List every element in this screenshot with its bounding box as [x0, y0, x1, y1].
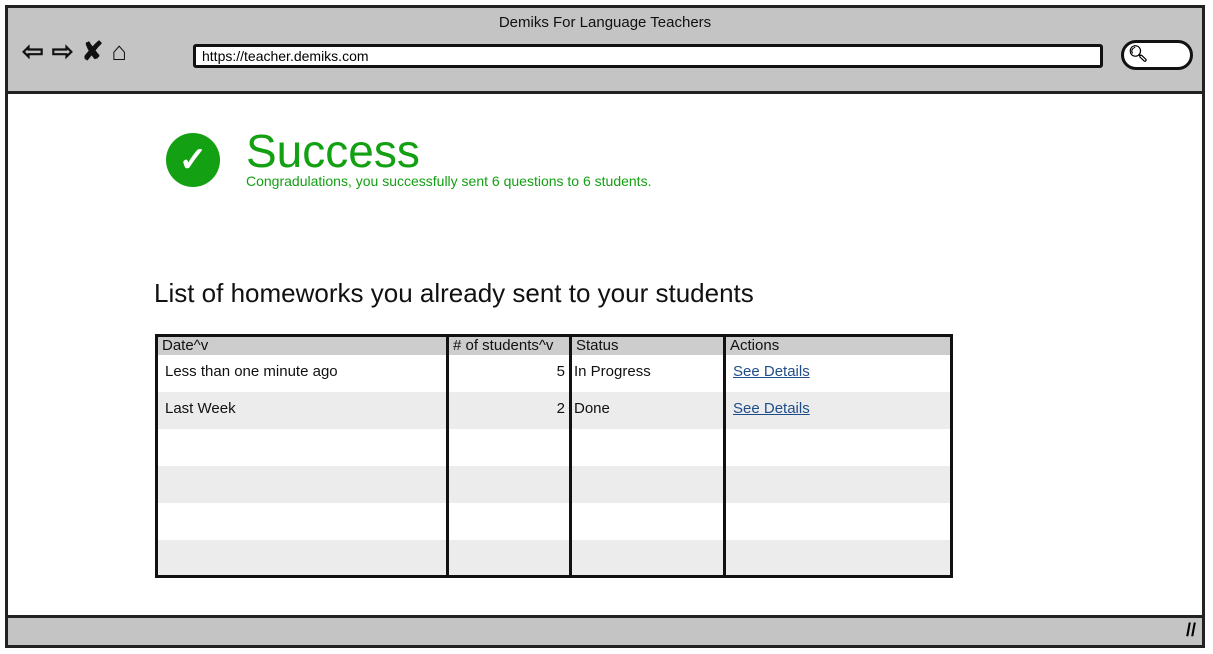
success-check-icon: ✓ [166, 133, 220, 187]
table-row [157, 392, 952, 429]
window-title: Demiks For Language Teachers [498, 14, 712, 31]
url-input[interactable]: https://teacher.demiks.com [193, 44, 1103, 68]
date-cell: Last Week [157, 392, 448, 429]
column-header-students[interactable]: # of students^v [448, 336, 571, 355]
table-row [157, 355, 952, 392]
column-header-status: Status [571, 336, 725, 355]
empty-row [157, 503, 952, 540]
students-cell: 5 [448, 355, 571, 392]
stop-icon[interactable]: ✘ [81, 36, 104, 66]
search-button[interactable] [1121, 40, 1193, 70]
empty-row [157, 466, 952, 503]
success-message: Congradulations, you successfully sent 6 questions to 6 students. [246, 173, 652, 189]
empty-row [157, 429, 952, 466]
success-heading: Success [246, 125, 420, 177]
home-icon[interactable]: ⌂ [111, 36, 128, 66]
column-header-actions: Actions [725, 336, 952, 355]
status-bar [8, 615, 1202, 645]
students-cell: 2 [448, 392, 571, 429]
empty-row [157, 540, 952, 577]
list-title: List of homeworks you already sent to your students [154, 278, 754, 308]
status-cell: Done [571, 392, 725, 429]
search-icon: 🔍︎ [1128, 46, 1149, 63]
browser-toolbar [8, 8, 1202, 94]
homework-table [155, 334, 953, 578]
back-icon[interactable]: ⇦ [22, 36, 44, 66]
resize-grip-icon[interactable]: // [1185, 620, 1196, 640]
status-cell: In Progress [571, 355, 725, 392]
see-details-link[interactable]: See Details [733, 362, 810, 380]
column-header-date[interactable]: Date^v [157, 336, 448, 355]
see-details-link[interactable]: See Details [733, 399, 810, 417]
date-cell: Less than one minute ago [157, 355, 448, 392]
forward-icon[interactable]: ⇨ [51, 36, 74, 66]
